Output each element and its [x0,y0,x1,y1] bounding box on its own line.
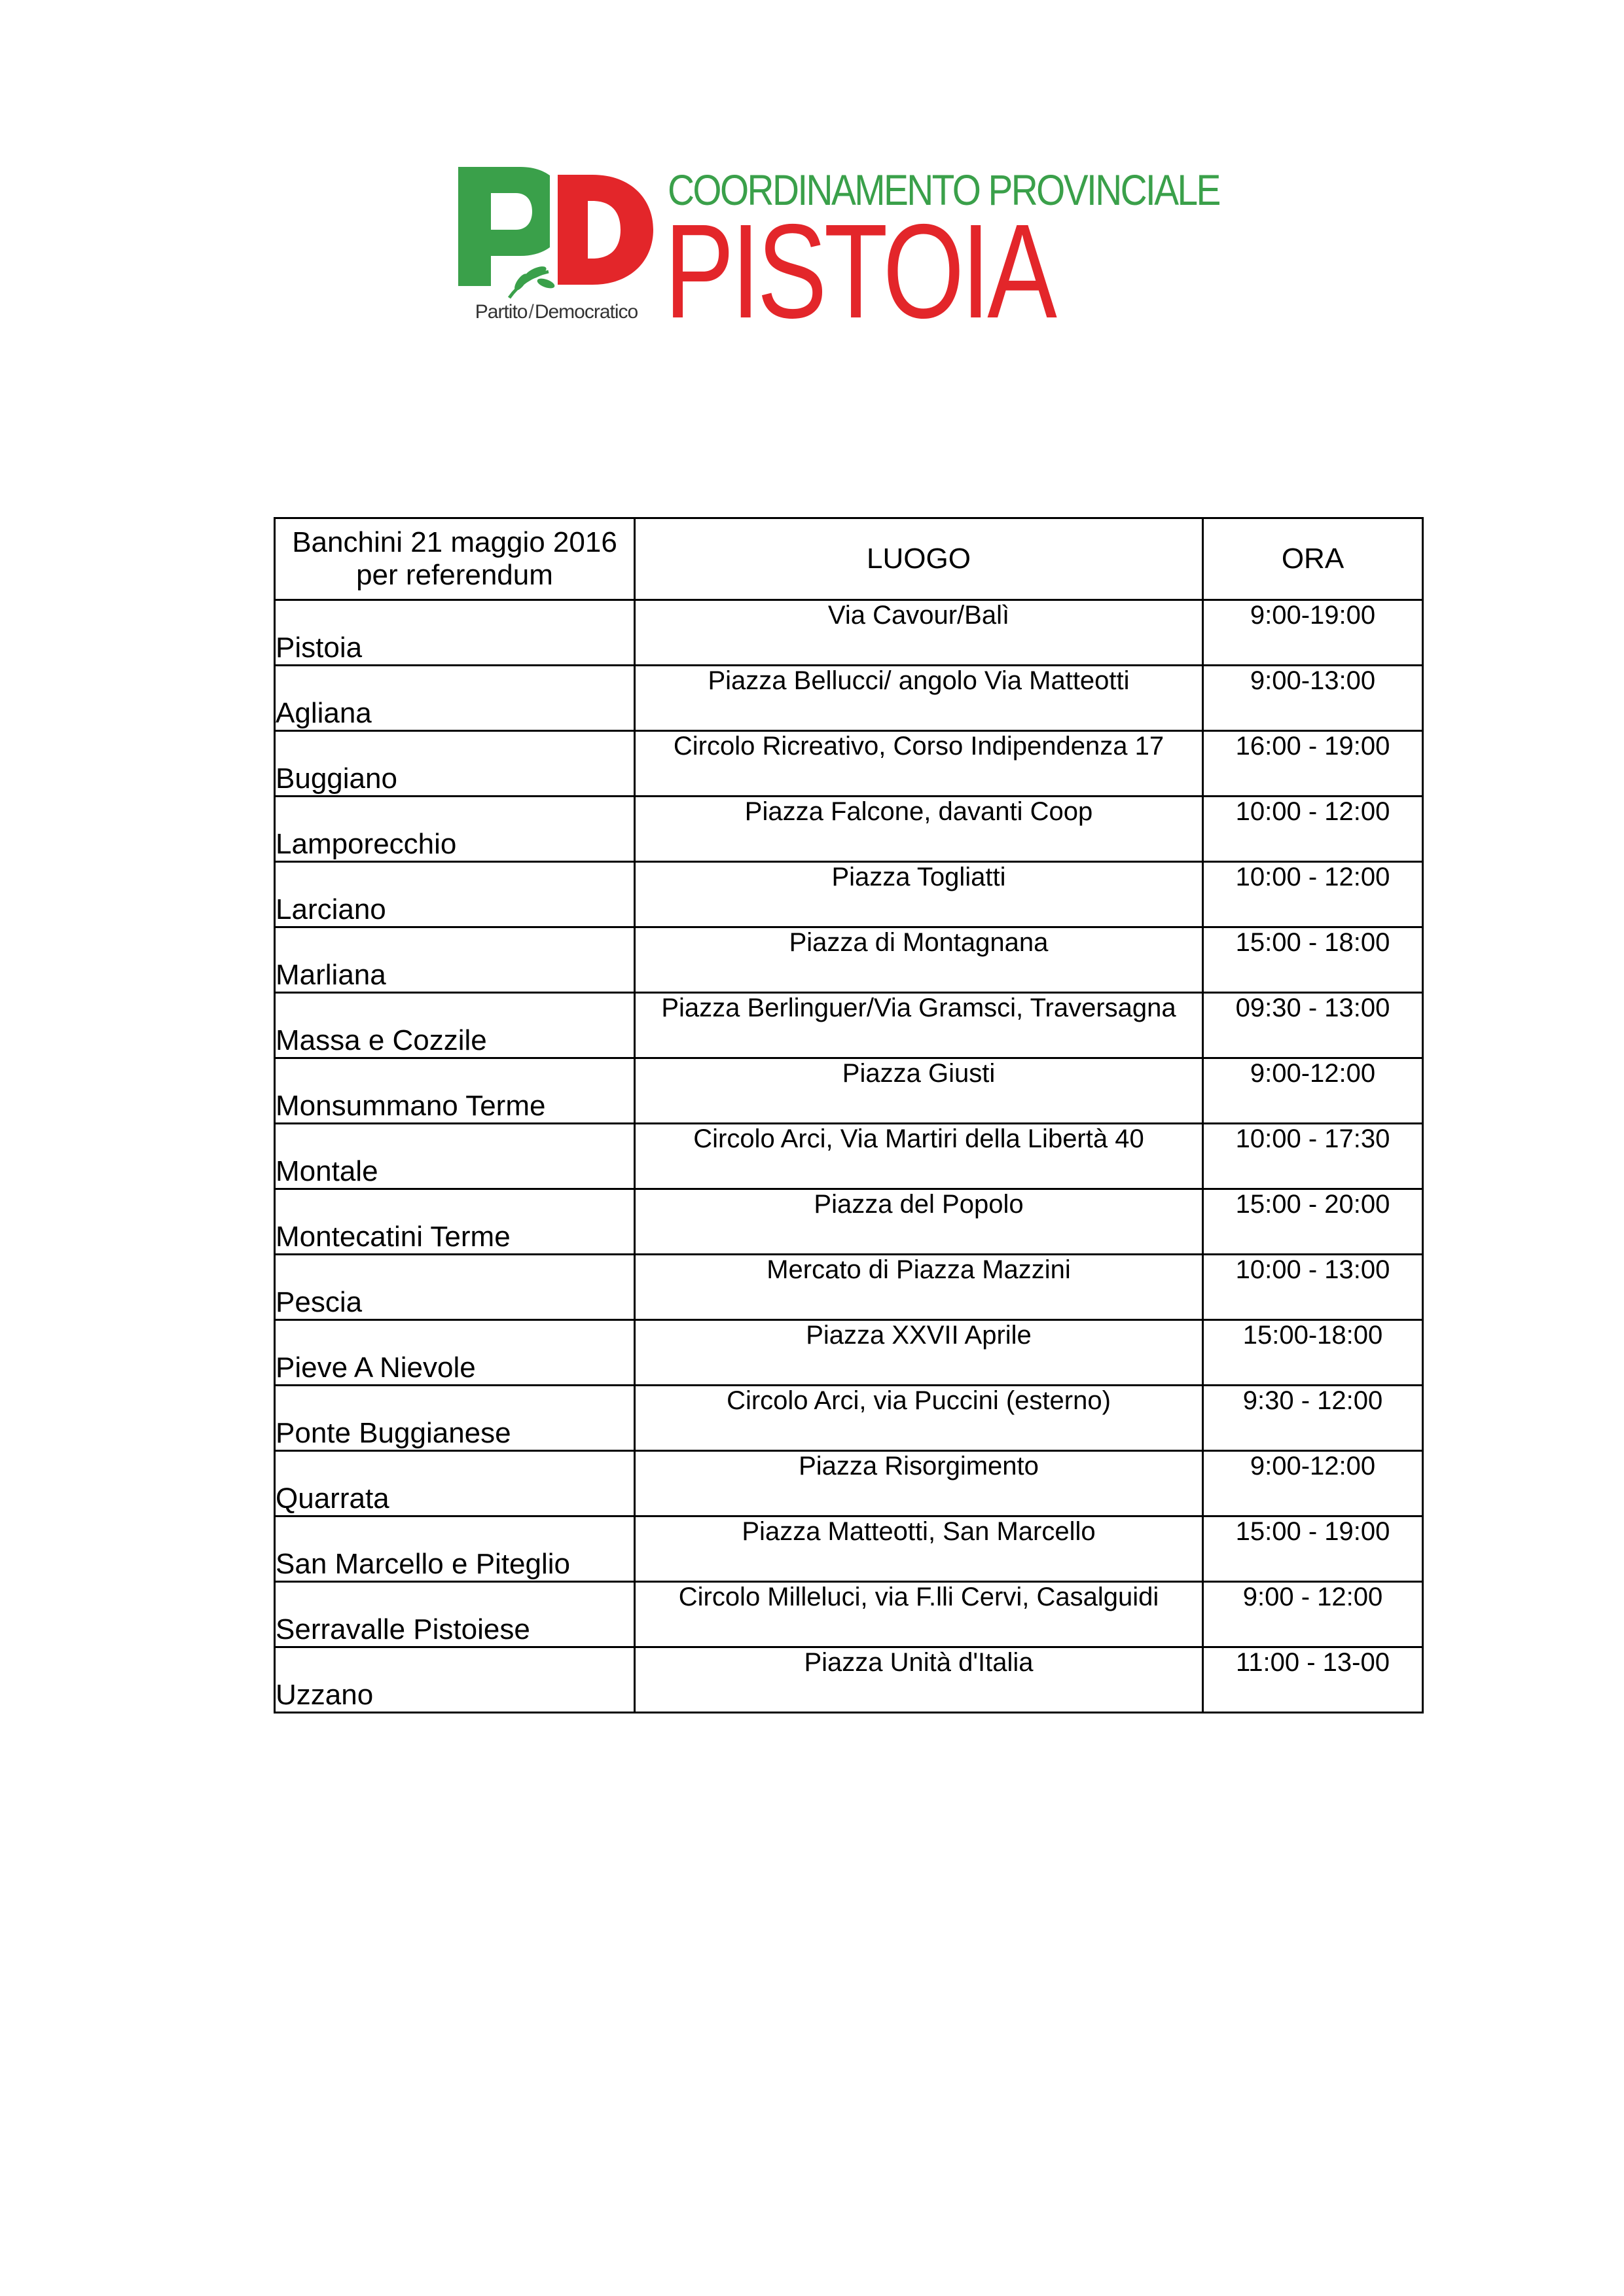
ora-cell: 16:00 - 19:00 [1203,731,1423,797]
comune-cell: Pistoia [275,600,635,666]
ora-cell: 9:00-13:00 [1203,666,1423,731]
table-row [275,927,1423,993]
ora-cell: 9:00-19:00 [1203,600,1423,666]
comune-cell: Lamporecchio [275,797,635,862]
ora-cell: 09:30 - 13:00 [1203,993,1423,1058]
ora-cell: 9:30 - 12:00 [1203,1386,1423,1451]
ora-cell: 15:00 - 18:00 [1203,927,1423,993]
comune-cell: Pieve A Nievole [275,1320,635,1386]
table-header-row [275,518,1423,600]
comune-cell: Ponte Buggianese [275,1386,635,1451]
logo-caption-left: Partito [475,301,528,323]
comune-cell: Montale [275,1124,635,1189]
comune-cell: Larciano [275,862,635,927]
luogo-cell: Circolo Ricreativo, Corso Indipendenza 17 [635,731,1203,797]
ora-cell: 11:00 - 13-00 [1203,1647,1423,1713]
table-row [275,993,1423,1058]
table-row [275,797,1423,862]
table-row [275,862,1423,927]
comune-cell: Serravalle Pistoiese [275,1582,635,1647]
table-row [275,731,1423,797]
luogo-cell: Piazza Giusti [635,1058,1203,1124]
olive-branch-icon [509,264,556,298]
schedule-table [274,517,1424,1713]
table-row [275,1189,1423,1255]
logo-caption: Partito/Democratico [475,301,638,323]
comune-cell: San Marcello e Piteglio [275,1516,635,1582]
logo-subtitle: COORDINAMENTO PROVINCIALE [668,166,1219,214]
luogo-cell: Mercato di Piazza Mazzini [635,1255,1203,1320]
table-row [275,1451,1423,1516]
luogo-cell: Circolo Arci, via Puccini (esterno) [635,1386,1203,1451]
comune-cell: Buggiano [275,731,635,797]
pd-logo-d-letter [556,175,653,285]
comune-cell: Monsummano Terme [275,1058,635,1124]
ora-cell: 9:00-12:00 [1203,1451,1423,1516]
table-row [275,1320,1423,1386]
comune-cell: Quarrata [275,1451,635,1516]
comune-cell: Marliana [275,927,635,993]
luogo-cell: Circolo Arci, Via Martiri della Libertà 40 [635,1124,1203,1189]
ora-cell: 9:00-12:00 [1203,1058,1423,1124]
ora-cell: 15:00 - 19:00 [1203,1516,1423,1582]
logo-title: PISTOIA [664,196,1055,346]
comune-cell: Massa e Cozzile [275,993,635,1058]
luogo-cell: Piazza Falcone, davanti Coop [635,797,1203,862]
table-row [275,600,1423,666]
ora-cell: 10:00 - 12:00 [1203,797,1423,862]
luogo-cell: Piazza Unità d'Italia [635,1647,1203,1713]
header-ora: ORA [1203,518,1423,600]
luogo-cell: Piazza di Montagnana [635,927,1203,993]
header-comune: Banchini 21 maggio 2016 per referendum [275,518,635,600]
logo-caption-right: Democratico [534,301,638,323]
ora-cell: 10:00 - 17:30 [1203,1124,1423,1189]
luogo-cell: Piazza Matteotti, San Marcello [635,1516,1203,1582]
table-row [275,1582,1423,1647]
ora-cell: 10:00 - 12:00 [1203,862,1423,927]
header-luogo: LUOGO [635,518,1203,600]
table-row [275,1124,1423,1189]
table-row [275,1058,1423,1124]
luogo-cell: Piazza Bellucci/ angolo Via Matteotti [635,666,1203,731]
luogo-cell: Via Cavour/Balì [635,600,1203,666]
pd-logo [458,166,1231,346]
ora-cell: 10:00 - 13:00 [1203,1255,1423,1320]
table-row [275,666,1423,731]
luogo-cell: Piazza Berlinguer/Via Gramsci, Traversagna [635,993,1203,1058]
comune-cell: Uzzano [275,1647,635,1713]
ora-cell: 9:00 - 12:00 [1203,1582,1423,1647]
comune-cell: Montecatini Terme [275,1189,635,1255]
luogo-cell: Piazza del Popolo [635,1189,1203,1255]
luogo-cell: Piazza Togliatti [635,862,1203,927]
luogo-cell: Piazza XXVII Aprile [635,1320,1203,1386]
ora-cell: 15:00-18:00 [1203,1320,1423,1386]
luogo-cell: Circolo Milleluci, via F.lli Cervi, Casalguidi [635,1582,1203,1647]
comune-cell: Pescia [275,1255,635,1320]
comune-cell: Agliana [275,666,635,731]
table-row [275,1255,1423,1320]
table-row [275,1647,1423,1713]
table-row [275,1516,1423,1582]
ora-cell: 15:00 - 20:00 [1203,1189,1423,1255]
table-row [275,1386,1423,1451]
luogo-cell: Piazza Risorgimento [635,1451,1203,1516]
